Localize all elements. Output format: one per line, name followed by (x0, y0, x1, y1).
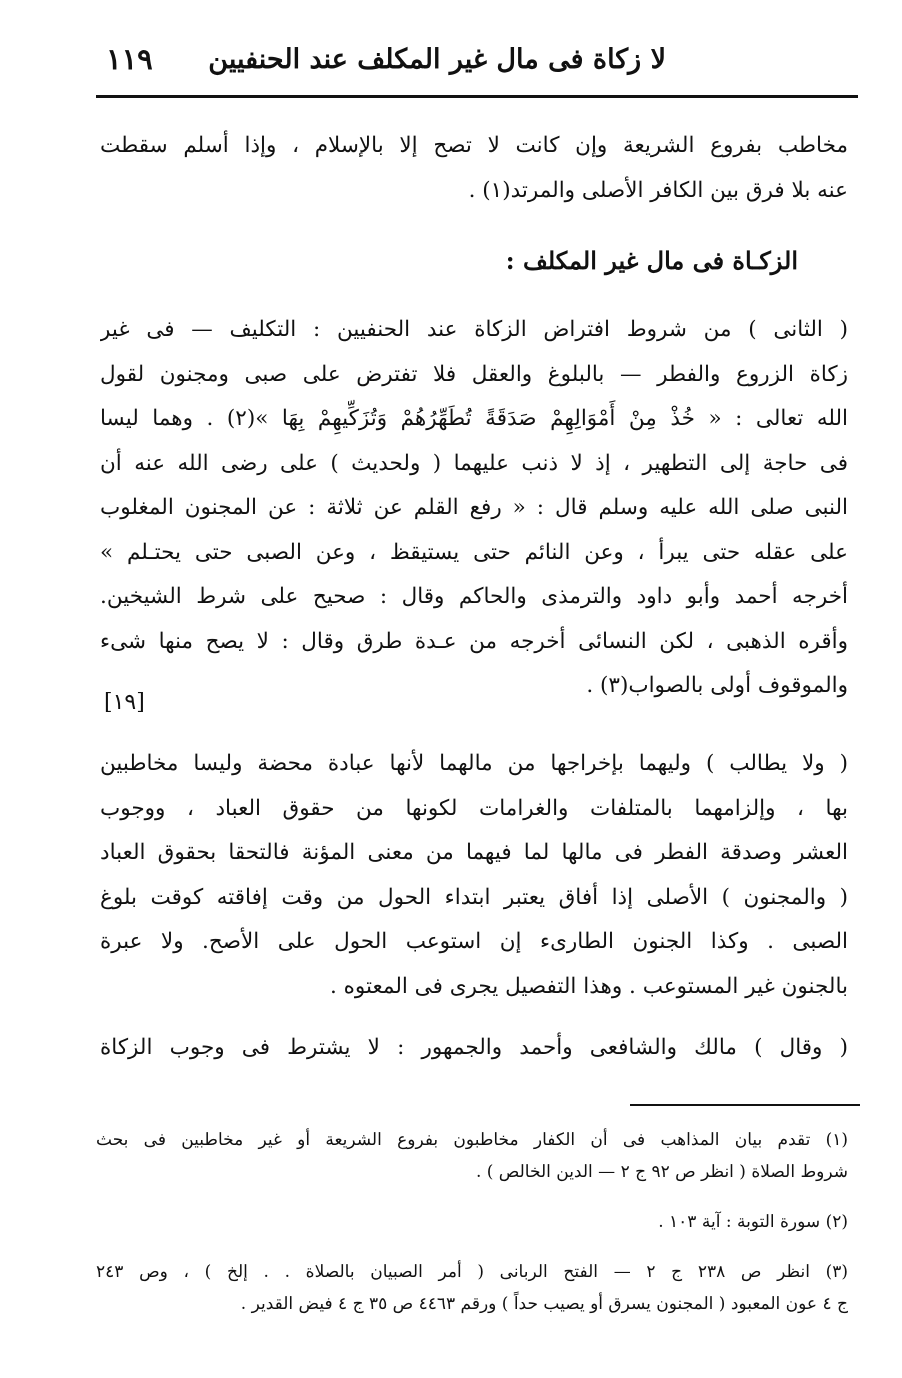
paragraph-2-line: زكاة الزروع والفطر — بالبلوغ والعقل فلا تفترض على صبى ومجنون لقول (100, 361, 848, 387)
footnote-3 (96, 1256, 848, 1320)
paragraph-1 (100, 124, 848, 213)
footnote-line: (١) تقدم بيان المذاهب فى أن الكفار مخاطبون بفروع الشريعة أو غير مخاطبين فى بحث (96, 1130, 848, 1150)
paragraph-3-line: ( ولا يطالب ) وليهما بإخراجها من مالهما لأنها عبادة محضة وليسا مخاطبين (100, 751, 848, 776)
paragraph-2-line: الله تعالى : « خُذْ مِنْ أَمْوَالِهِمْ صَدَقَةً تُطَهِّرُهُمْ وَتُزَكِّيهِمْ بِهَا »(٢) . وهما ليسا (100, 406, 848, 431)
paragraph-2-line: ( الثانى ) من شروط افتراض الزكاة عند الحنفيين : التكليف — فى غير (100, 317, 848, 342)
paragraph-3-line: ( والمجنون ) الأصلى إذا أفاق يعتبر ابتداء الحول من وقت إفاقته كوقت بلوغ (100, 884, 848, 910)
paragraph-3-line: الصبى . وكذا الجنون الطارىء إن استوعب الحول على الأصح. ولا عبرة (100, 929, 848, 954)
page-number: ١١٩ (106, 42, 153, 76)
paragraph-4-line: ( وقال ) مالك والشافعى وأحمد والجمهور : لا يشترط فى وجوب الزكاة (100, 1035, 848, 1060)
running-title: لا زكاة فى مال غير المكلف عند الحنفيين (208, 44, 666, 75)
paragraph-3-line: بها ، وإلزامهما بالمتلفات والغرامات لكونها من حقوق العباد ، ووجوب (100, 795, 848, 821)
footnote-line: ج ٤ عون المعبود ( المجنون يسرق أو يصيب حداً ) ورقم ٤٤٦٣ ص ٣٥ ج ٤ فيض القدير . (240, 1294, 848, 1314)
paragraph-3-line: بالجنون غير المستوعب . وهذا التفصيل يجرى فى المعتوه . (329, 973, 848, 999)
paragraph-1-line: عنه بلا فرق بين الكافر الأصلى والمرتد(١) . (468, 177, 848, 203)
paragraph-2-line: فى حاجة إلى التطهير ، إذ لا ذنب عليهما ( ولحديث ) على رضى الله عنه أن (100, 450, 848, 476)
footnote-2 (96, 1206, 848, 1238)
paragraph-2-line: وأقره الذهبى ، لكن النسائى أخرجه من عـدة طرق وقال : لا يصح منها شىء (100, 628, 848, 654)
paragraph-3-line: العشر وصدقة الفطر فى مالها لما فيهما من معنى المؤنة فالتحقا بحقوق العباد (100, 840, 848, 865)
paragraph-2-line: والموقوف أولى بالصواب(٣) . (586, 673, 848, 698)
paragraph-2-line: النبى صلى الله عليه وسلم قال : « رفع القلم عن ثلاثة : عن المجنون المغلوب (100, 495, 848, 520)
page-header (96, 38, 856, 90)
footnote-line: شروط الصلاة ( انظر ص ٩٢ ج ٢ — الدين الخالص ) . (475, 1162, 848, 1182)
paragraph-1-line: مخاطب بفروع الشريعة وإن كانت لا تصح إلا بالإسلام ، وإذا أسلم سقطت (100, 133, 848, 158)
paragraph-2-line: أخرجه أحمد وأبو داود والترمذى والحاكم وقال : صحيح على شرط الشيخين. (100, 584, 848, 609)
footnote-divider (630, 1104, 860, 1106)
footnote-line: (٢) سورة التوبة : آية ١٠٣ . (658, 1212, 848, 1232)
paragraph-3 (100, 742, 848, 1009)
paragraph-2-line: على عقله حتى يبرأ ، وعن النائم حتى يستيقظ ، وعن الصبى حتى يحتـلم » (100, 539, 848, 565)
footnote-1 (96, 1124, 848, 1188)
paragraph-4 (100, 1026, 848, 1071)
section-heading: الزكـاة فى مال غير المكلف : (505, 246, 798, 275)
paragraph-2 (100, 308, 848, 709)
footnote-line: (٣) انظر ص ٢٣٨ ج ٢ — الفتح الربانى ( أمر الصبيان بالصلاة . . إلخ ) ، وص ٢٤٣ (96, 1262, 848, 1282)
hadith-reference-number: [١٩] (104, 690, 145, 715)
header-divider (96, 95, 858, 98)
